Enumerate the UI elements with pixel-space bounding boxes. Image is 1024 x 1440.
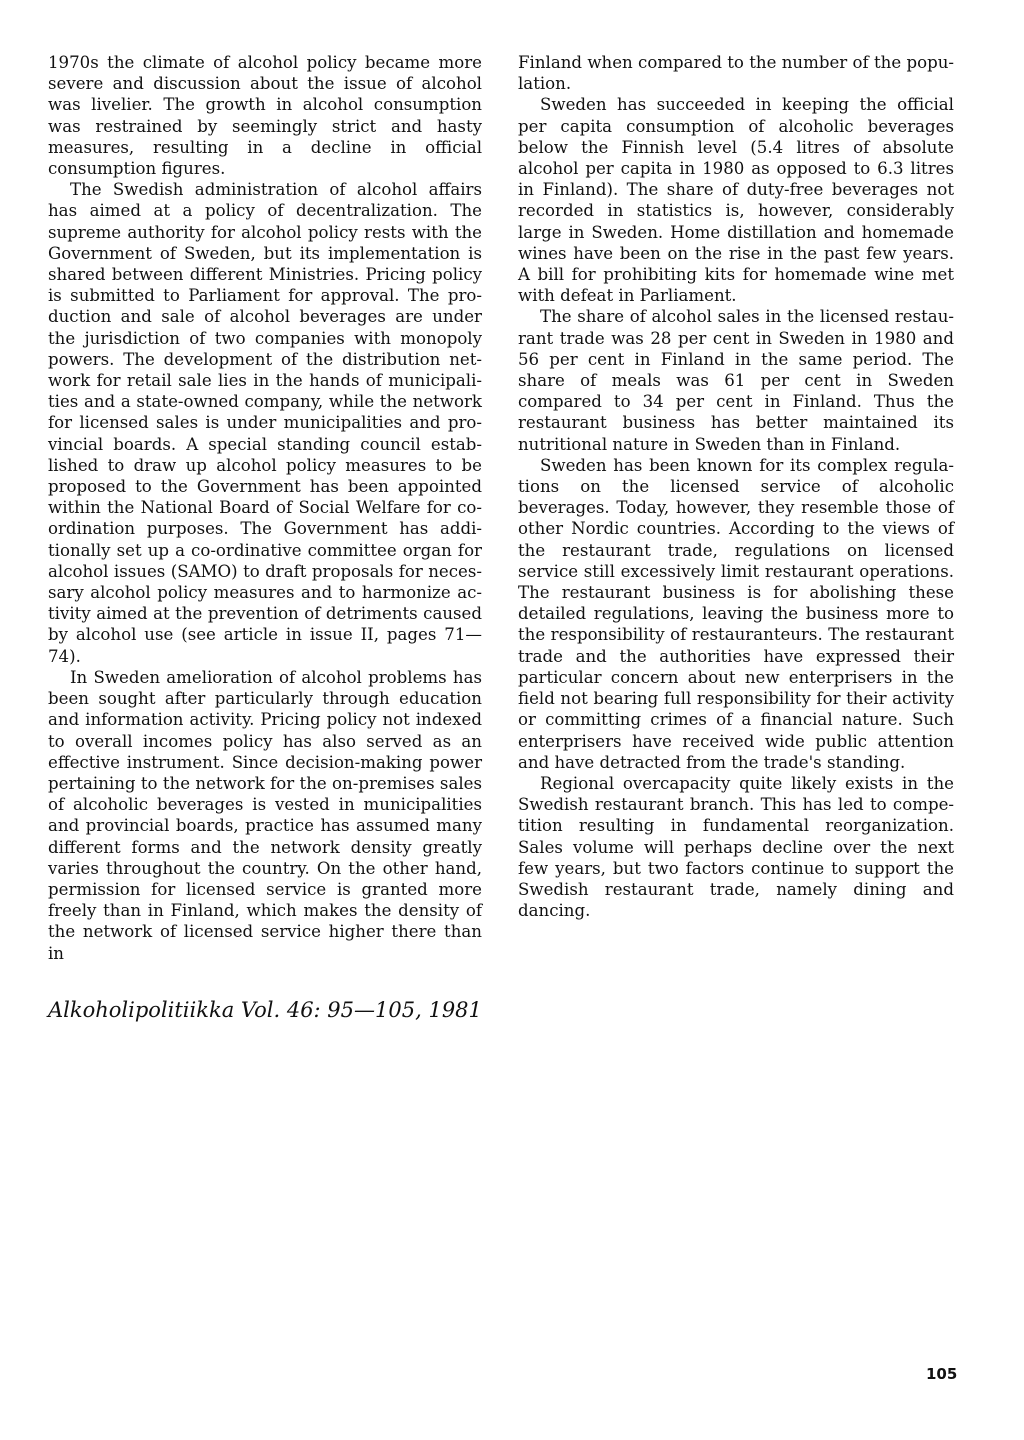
right-paragraph-2: Sweden has succeeded in keeping the official per capita consumption of alcoholic beverages below the Finnish level (5.4 litres of absolute alcohol per capita in 1980 as opposed to 6.3 litres in Finland). The share of duty-free beverages not recorded in statistics is, however, considerably large in Sweden. Home distillation and homemade wines have been on the rise in the past few years. A bill for prohibiting kits for homemade wine met with defeat in Parliament.: [518, 95, 954, 306]
left-paragraph-2: The Swedish administration of alcohol affairs has aimed at a policy of decentralization. The supreme authority for alcohol policy rests with the Government of Sweden, but its implementation is shared between different Ministries. Pricing policy is submitted to Parliament for approval. The production and sale of alcohol beverages are under the jurisdiction of two companies with monopoly powers. The development of the distribution network for retail sale lies in the hands of municipalities and a state-owned company, while the network for licensed sales is under municipalities and provincial boards. A special standing council established to draw up alcohol policy measures to be proposed to the Government has been appointed within the National Board of Social Welfare for coordination purposes. The Government has additionally set up a co-ordinative committee organ for alcohol issues (SAMO) to draft proposals for necessary alcohol policy measures and to harmonize activity aimed at the prevention of detriments caused by alcohol use (see article in issue II, pages 71—74).: [48, 180, 482, 666]
left-text-column: [48, 52, 482, 964]
journal-citation: Alkoholipolitiikka Vol. 46: 95—105, 1981: [48, 998, 482, 1022]
right-paragraph-5: Regional overcapacity quite likely exists in the Swedish restaurant branch. This has led to competition resulting in fundamental reorganization. Sales volume will perhaps decline over the next few years, but two factors continue to support the Swedish restaurant trade, namely dining and dancing.: [518, 773, 954, 921]
left-paragraph-3: In Sweden amelioration of alcohol problems has been sought after particularly through education and information activity. Pricing policy not indexed to overall incomes policy has also served as an effective instrument. Since decision-making power pertaining to the network for the on-premises sales of alcoholic beverages is vested in municipalities and provincial boards, practice has assumed many different forms and the network density greatly varies throughout the country. On the other hand, permission for licensed service is granted more freely than in Finland, which makes the density of the network of licensed service higher there than in: [48, 667, 482, 963]
right-text-column: [518, 52, 954, 921]
right-paragraph-4: Sweden has been known for its complex regulations on the licensed service of alcoholic beverages. Today, however, they resemble those of other Nordic countries. According to the views of the restaurant trade, regulations on licensed service still excessively limit restaurant operations. The restaurant business is for abolishing these detailed regulations, leaving the business more to the responsibility of restauranteurs. The restaurant trade and the authorities have expressed their particular concern about new enterprisers in the field not bearing full responsibility for their activity or committing crimes of a financial nature. Such enterprisers have received wide public attention and have detracted from the trade's standing.: [518, 455, 954, 772]
right-paragraph-3: The share of alcohol sales in the licensed restaurant trade was 28 per cent in Sweden in 1980 and 56 per cent in Finland in the same period. The share of meals was 61 per cent in Sweden compared to 34 per cent in Finland. Thus the restaurant business has better maintained its nutritional nature in Sweden than in Finland.: [518, 307, 954, 454]
page-number: 105: [926, 1365, 958, 1383]
left-paragraph-1: 1970s the climate of alcohol policy became more severe and discussion about the issue of alcohol was livelier. The growth in alcohol consumption was restrained by seemingly strict and hasty measures, resulting in a decline in official consumption figures.: [48, 53, 482, 179]
right-paragraph-1: Finland when compared to the number of the population.: [518, 53, 954, 94]
